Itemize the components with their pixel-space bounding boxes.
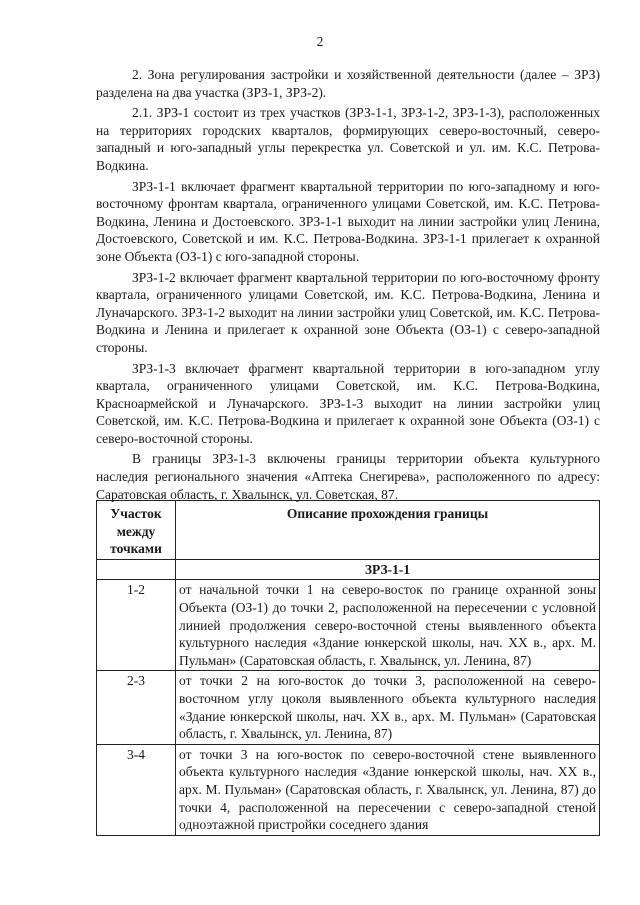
segment-cell: 1-2: [97, 580, 176, 671]
segment-cell: 3-4: [97, 744, 176, 835]
paragraph-zrz-1: 2.1. ЗРЗ-1 состоит из трех участков (ЗРЗ-1-1, ЗРЗ-1-2, ЗРЗ-1-3), расположенных на территориях городских кварталов, формирующих северо-восточный, северо-западный и юго-западный углы перекрестка ул. Советской и ул. им. К.С. Петрова-Водкина.: [96, 105, 600, 173]
paragraph-zrz-1-1: ЗРЗ-1-1 включает фрагмент квартальной территории по юго-западному и юго-восточному фронтам квартала, ограниченного улицами Советской, им. К.С. Петрова-Водкина, Ленина и Достоевского. ЗРЗ-1-1 выходит на линии застройки улиц Ленина, Достоевского, Советской и им. К.С. Петрова-Водкина. ЗРЗ-1-1 прилегает к охранной зоне Объекта (ОЗ-1) с юго-западной стороны.: [96, 178, 600, 264]
paragraph-zrz-1-3: ЗРЗ-1-3 включает фрагмент квартальной территории в юго-западном углу квартала, ограниченного улицами Советской, им. К.С. Петрова-Водкина, Красноармейской и Луначарского. ЗРЗ-1-3 выходит на линии застройки улиц Советской, им. К.С. Петрова-Водкина и прилегает к охранной зоне Объекта (ОЗ-1) с северо-восточной стороны.: [96, 360, 600, 446]
paragraph-zrz-intro: 2. Зона регулирования застройки и хозяйственной деятельности (далее – ЗРЗ) разделена на два участка (ЗРЗ-1, ЗРЗ-2).: [96, 67, 600, 100]
header-description: Описание прохождения границы: [176, 501, 600, 560]
paragraph-apteka: В границы ЗРЗ-1-3 включены границы территории объекта культурного наследия регионального значения «Аптека Снегирева», расположенного по адресу: Саратовская область, г. Хвалынск, ул. Советская, 87.: [96, 451, 600, 502]
header-segment: Участок между точками: [97, 501, 176, 560]
section-spacer: [97, 559, 176, 580]
table-header-row: [97, 501, 600, 560]
description-cell: от точки 2 на юго-восток до точки 3, расположенной на северо-восточном углу цоколя выявленного объекта культурного наследия «Здание юнкерской школы, нач. XX в., арх. М. Пульман» (Саратовская область, г. Хвалынск, ул. Ленина, 87): [176, 671, 600, 744]
table-row: [97, 744, 600, 835]
paragraph-zrz-1-2: ЗРЗ-1-2 включает фрагмент квартальной территории по юго-восточному фронту квартала, ограниченного улицами Советской, им. К.С. Петрова-Водкина, Ленина и Луначарского. ЗРЗ-1-2 выходит на линии застройки улиц Советской, им. К.С. Петрова-Водкина и Ленина и прилегает к охранной зоне Объекта (ОЗ-1) с северо-западной стороны.: [96, 269, 600, 355]
description-cell: от начальной точки 1 на северо-восток по границе охранной зоны Объекта (ОЗ-1) до точки 2, расположенной на пересечении с условной линией продолжения северо-восточной стены выявленного объекта культурного наследия «Здание юнкерской школы, нач. XX в., арх. М. Пульман» (Саратовская область, г. Хвалынск, ул. Ленина, 87): [176, 580, 600, 671]
table-row: [97, 671, 600, 744]
segment-cell: 2-3: [97, 671, 176, 744]
section-title: ЗРЗ-1-1: [176, 559, 600, 580]
document-body: [96, 66, 600, 506]
description-cell: от точки 3 на юго-восток по северо-восточной стене выявленного объекта культурного наследия «Здание юнкерской школы, нач. XX в., арх. М. Пульман» (Саратовская область, г. Хвалынск, ул. Ленина, 87) до точки 4, расположенной на пересечении с северо-западной стеной одноэтажной пристройки соседнего здания: [176, 744, 600, 835]
table-section-row: [97, 559, 600, 580]
table-row: [97, 580, 600, 671]
page-number: 2: [316, 34, 324, 49]
boundary-table: [96, 500, 600, 836]
